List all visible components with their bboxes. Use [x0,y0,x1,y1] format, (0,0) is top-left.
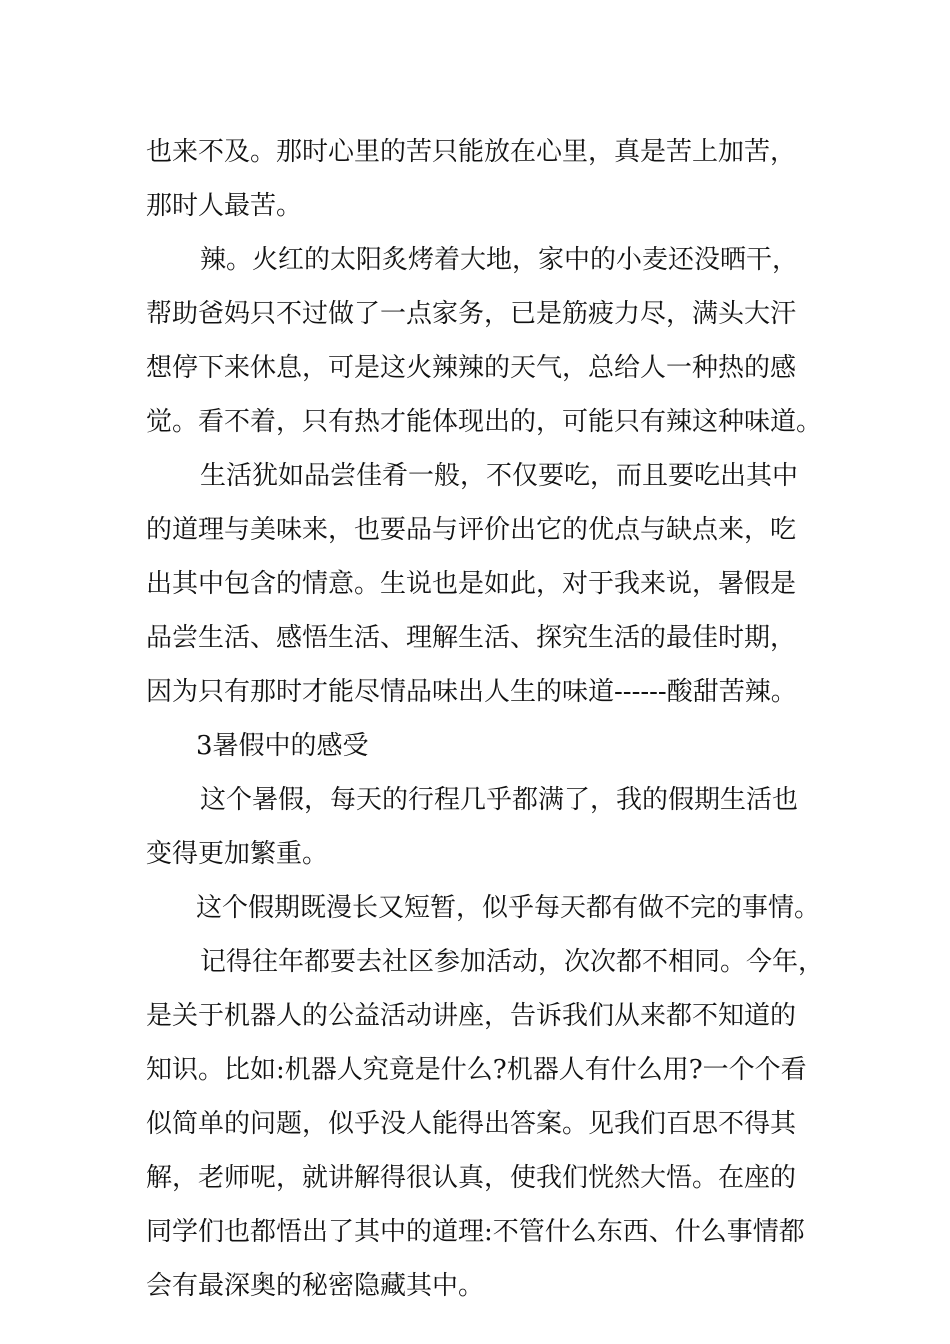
text-line: 变得更加繁重。 [146,839,329,869]
text-line: 想停下来休息，可是这火辣辣的天气，总给人一种热的感 [146,353,797,383]
text-line: 记得往年都要去社区参加活动，次次都不相同。今年， [200,947,825,977]
text-line: 帮助爸妈只不过做了一点家务，已是筋疲力尽，满头大汗 [146,299,797,329]
text-line: 品尝生活、感悟生活、理解生活、探究生活的最佳时期， [146,623,797,653]
text-line: 知识。比如:机器人究竟是什么?机器人有什么用?一个个看 [146,1055,807,1085]
text-line: 觉。看不着，只有热才能体现出的，可能只有辣这种味道。 [146,407,823,437]
text-line: 出其中包含的情意。生说也是如此，对于我来说，暑假是 [146,569,797,599]
text-line: 似简单的问题，似乎没人能得出答案。见我们百思不得其 [146,1109,797,1139]
text-line: 解，老师呢，就讲解得很认真，使我们恍然大悟。在座的 [146,1163,797,1193]
text-line: 生活犹如品尝佳肴一般，不仅要吃，而且要吃出其中 [200,461,799,491]
text-line: 同学们也都悟出了其中的道理:不管什么东西、什么事情都 [146,1217,805,1247]
text-line: 辣。火红的太阳炙烤着大地，家中的小麦还没晒干， [200,245,799,275]
text-line: 那时人最苦。 [146,191,303,221]
text-line: 的道理与美味来，也要品与评价出它的优点与缺点来，吃 [146,515,797,545]
text-line: 也来不及。那时心里的苦只能放在心里，真是苦上加苦， [146,137,797,167]
text-line: 是关于机器人的公益活动讲座，告诉我们从来都不知道的 [146,1001,797,1031]
text-line: 会有最深奥的秘密隐藏其中。 [146,1271,485,1301]
document-body [146,125,836,1313]
text-line: 因为只有那时才能尽情品味出人生的味道------酸甜苦辣。 [146,677,797,707]
section-heading: 3暑假中的感受 [196,731,369,761]
text-line: 这个暑假，每天的行程几乎都满了，我的假期生活也 [200,785,799,815]
text-line: 这个假期既漫长又短暂，似乎每天都有做不完的事情。 [196,893,821,923]
